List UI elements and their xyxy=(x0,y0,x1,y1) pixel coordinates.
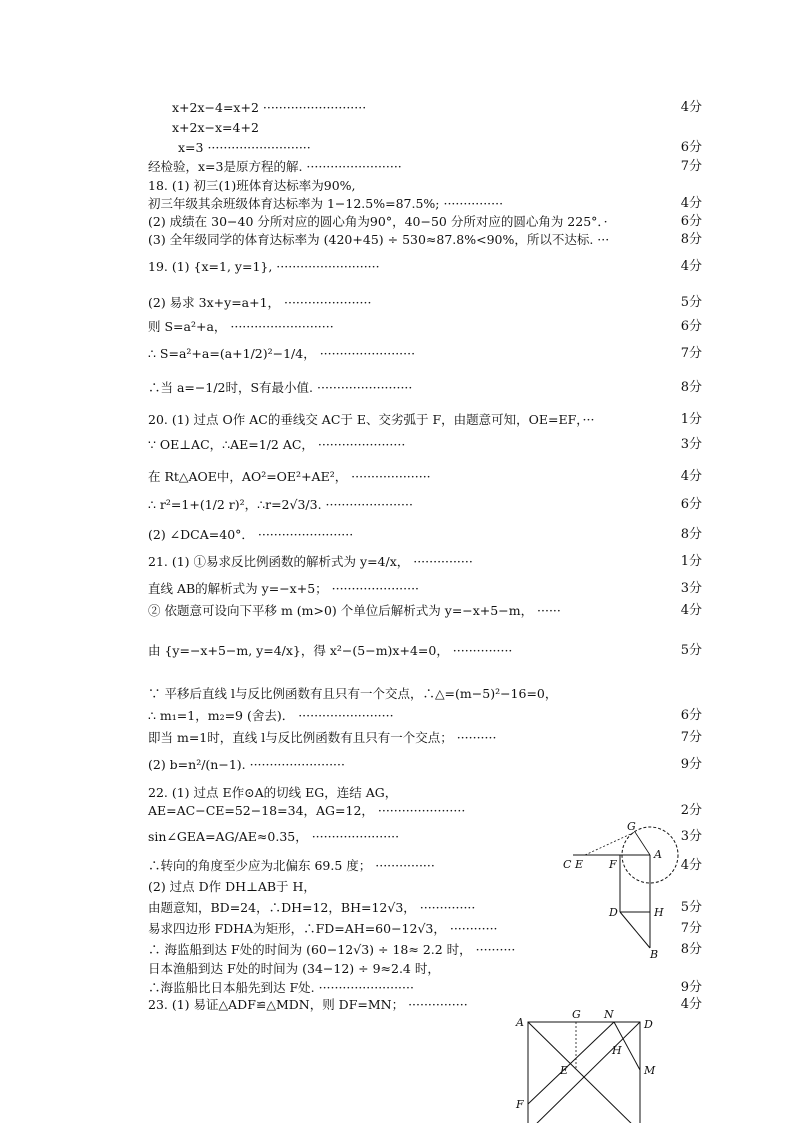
answer-text: ∴ m₁=1，m₂=9 (舍去)． ························ xyxy=(148,708,394,723)
answer-text: AE=AC−CE=52−18=34，AG=12， ······················ xyxy=(148,803,466,818)
answer-text: ② 依题意可设向下平移 m (m>0) 个单位后解析式为 y=−x+5−m， ······ xyxy=(148,603,561,618)
answer-line xyxy=(148,524,702,546)
answer-line xyxy=(148,640,702,662)
fig23-label-m: M xyxy=(644,1064,656,1077)
answer-text: (2) b=n²/(n−1). ························ xyxy=(148,757,345,772)
answer-line xyxy=(148,800,702,822)
fig22-label-c: C xyxy=(563,858,572,871)
score-points: 9分 xyxy=(680,980,702,995)
answer-text: x=3 ·························· xyxy=(178,140,311,155)
answer-text: 即当 m=1时，直线 l与反比例函数有且只有一个交点； ·········· xyxy=(148,730,497,745)
fig23-label-g: G xyxy=(572,1008,581,1021)
answer-text: 日本渔船到达 F处的时间为 (34−12) ÷ 9≈2.4 时， xyxy=(148,961,440,976)
figure-22-diagram xyxy=(555,820,695,960)
answer-text: ∴当 a=−1/2时，S有最小值. ························ xyxy=(148,380,413,395)
fig22-label-h: H xyxy=(654,906,664,919)
answer-line xyxy=(148,551,702,573)
answer-line xyxy=(148,705,702,727)
answer-text: 18. (1) 初三(1)班体育达标率为90%, xyxy=(148,178,356,193)
answer-text: 19. (1) {x=1, y=1}, ·························· xyxy=(148,259,380,274)
score-points: 1分 xyxy=(680,554,702,569)
fig22-label-g: G xyxy=(627,820,636,833)
score-points: 8分 xyxy=(680,942,702,957)
answer-line xyxy=(148,466,702,488)
score-points: 8分 xyxy=(680,380,702,395)
fig23-label-f: F xyxy=(516,1098,524,1111)
score-points: 7分 xyxy=(680,730,702,745)
answer-text: 由 {y=−x+5−m, y=4/x}，得 x²−(5−m)x+4=0， ··············· xyxy=(148,643,513,658)
answer-text: 经检验，x=3是原方程的解. ························ xyxy=(148,159,402,174)
figure-23-diagram xyxy=(512,1008,662,1123)
answer-text: ∵ 平移后直线 l与反比例函数有且只有一个交点，∴△=(m−5)²−16=0， xyxy=(148,686,558,701)
score-points: 5分 xyxy=(680,900,702,915)
score-points: 4分 xyxy=(680,469,702,484)
score-points: 3分 xyxy=(680,581,702,596)
answer-line xyxy=(148,727,702,749)
answer-text: ∴ S=a²+a=(a+1/2)²−1/4， ························ xyxy=(148,346,416,361)
fig22-label-f: F xyxy=(609,858,617,871)
score-points: 9分 xyxy=(680,757,702,772)
answer-text: 则 S=a²+a， ·························· xyxy=(148,319,334,334)
score-points: 4分 xyxy=(680,603,702,618)
answer-text: ∵ OE⊥AC，∴AE=1/2 AC， ······················ xyxy=(148,437,406,452)
answer-line xyxy=(148,292,702,314)
score-points: 4分 xyxy=(680,858,702,873)
answer-text: x+2x−x=4+2 xyxy=(172,120,259,135)
answer-text: (3) 全年级同学的体育达标率为 (420+45) ÷ 530≈87.8%<90%，所以不达标. ··· xyxy=(148,232,610,247)
score-points: 7分 xyxy=(680,159,702,174)
answer-line xyxy=(148,229,702,251)
answer-line xyxy=(148,683,702,705)
score-points: 5分 xyxy=(680,295,702,310)
score-points: 3分 xyxy=(680,437,702,452)
answer-text: ∴ 海监船到达 F处的时间为 (60−12√3) ÷ 18≈ 2.2 时， ·········· xyxy=(148,942,516,957)
score-points: 6分 xyxy=(680,319,702,334)
score-points: 3分 xyxy=(680,829,702,844)
answer-text: x+2x−4=x+2 ·························· xyxy=(172,100,367,115)
answer-line xyxy=(148,256,702,278)
answer-line xyxy=(148,316,702,338)
answer-text: 直线 AB的解析式为 y=−x+5； ······················ xyxy=(148,581,420,596)
score-points: 6分 xyxy=(680,497,702,512)
answer-line xyxy=(148,434,702,456)
score-points: 7分 xyxy=(680,346,702,361)
answer-text: (2) 易求 3x+y=a+1， ······················ xyxy=(148,295,372,310)
score-points: 4分 xyxy=(680,100,702,115)
score-points: 5分 xyxy=(680,643,702,658)
score-points: 4分 xyxy=(680,259,702,274)
score-points: 4分 xyxy=(680,997,702,1012)
fig22-label-a: A xyxy=(654,848,662,861)
answer-text: 初三年级其余班级体育达标率为 1−12.5%=87.5%; ··············· xyxy=(148,196,504,211)
answer-text: ∴海监船比日本船先到达 F处. ························ xyxy=(148,980,414,995)
answer-text: 易求四边形 FDHA为矩形，∴FD=AH=60−12√3， ············ xyxy=(148,921,498,936)
answer-line xyxy=(148,97,702,119)
score-points: 6分 xyxy=(680,708,702,723)
answer-text: 22. (1) 过点 E作⊙A的切线 EG，连结 AG， xyxy=(148,785,398,800)
score-points: 8分 xyxy=(680,527,702,542)
answer-line xyxy=(148,117,702,139)
fig22-label-d: D xyxy=(609,906,618,919)
answer-text: 由题意知，BD=24，∴DH=12，BH=12√3， ·············· xyxy=(148,900,476,915)
fig23-label-e: E xyxy=(560,1064,569,1077)
fig23-label-d: D xyxy=(644,1018,653,1031)
answer-text: sin∠GEA=AG/AE≈0.35， ······················ xyxy=(148,829,400,844)
score-points: 8分 xyxy=(680,232,702,247)
answer-text: (2) ∠DCA=40°． ························ xyxy=(148,527,354,542)
fig23-label-a: A xyxy=(516,1016,524,1029)
score-points: 1分 xyxy=(680,412,702,427)
score-points: 7分 xyxy=(680,921,702,936)
score-points: 6分 xyxy=(680,214,702,229)
answer-text: 在 Rt△AOE中，AO²=OE²+AE²， ···················· xyxy=(148,469,431,484)
answer-text: 21. (1) ①易求反比例函数的解析式为 y=4/x， ··············· xyxy=(148,554,473,569)
score-points: 6分 xyxy=(680,140,702,155)
fig22-label-b: B xyxy=(650,948,659,960)
answer-line xyxy=(148,578,702,600)
answer-text: ∴转向的角度至少应为北偏东 69.5 度； ··············· xyxy=(148,858,435,873)
answer-text: (2) 成绩在 30−40 分所对应的圆心角为90°，40−50 分所对应的圆心角为 225°．· xyxy=(148,214,608,229)
answer-line xyxy=(148,377,702,399)
answer-line xyxy=(148,343,702,365)
answer-line xyxy=(148,754,702,776)
answer-line xyxy=(148,494,702,516)
score-points: 2分 xyxy=(680,803,702,818)
fig23-label-h: H xyxy=(612,1044,622,1057)
fig22-label-e: E xyxy=(575,858,584,871)
answer-text: 20. (1) 过点 O作 AC的垂线交 AC于 E、交劣弧于 F，由题意可知，OE=EF，··· xyxy=(148,412,595,427)
answer-line xyxy=(148,409,702,431)
answer-text: 23. (1) 易证△ADF≌△MDN，则 DF=MN； ··············· xyxy=(148,997,468,1012)
fig23-label-n: N xyxy=(604,1008,614,1021)
answer-text: (2) 过点 D作 DH⊥AB于 H， xyxy=(148,879,316,894)
answer-line xyxy=(148,600,702,622)
answer-text: ∴ r²=1+(1/2 r)²，∴r=2√3/3. ······················ xyxy=(148,497,413,512)
score-points: 4分 xyxy=(680,196,702,211)
